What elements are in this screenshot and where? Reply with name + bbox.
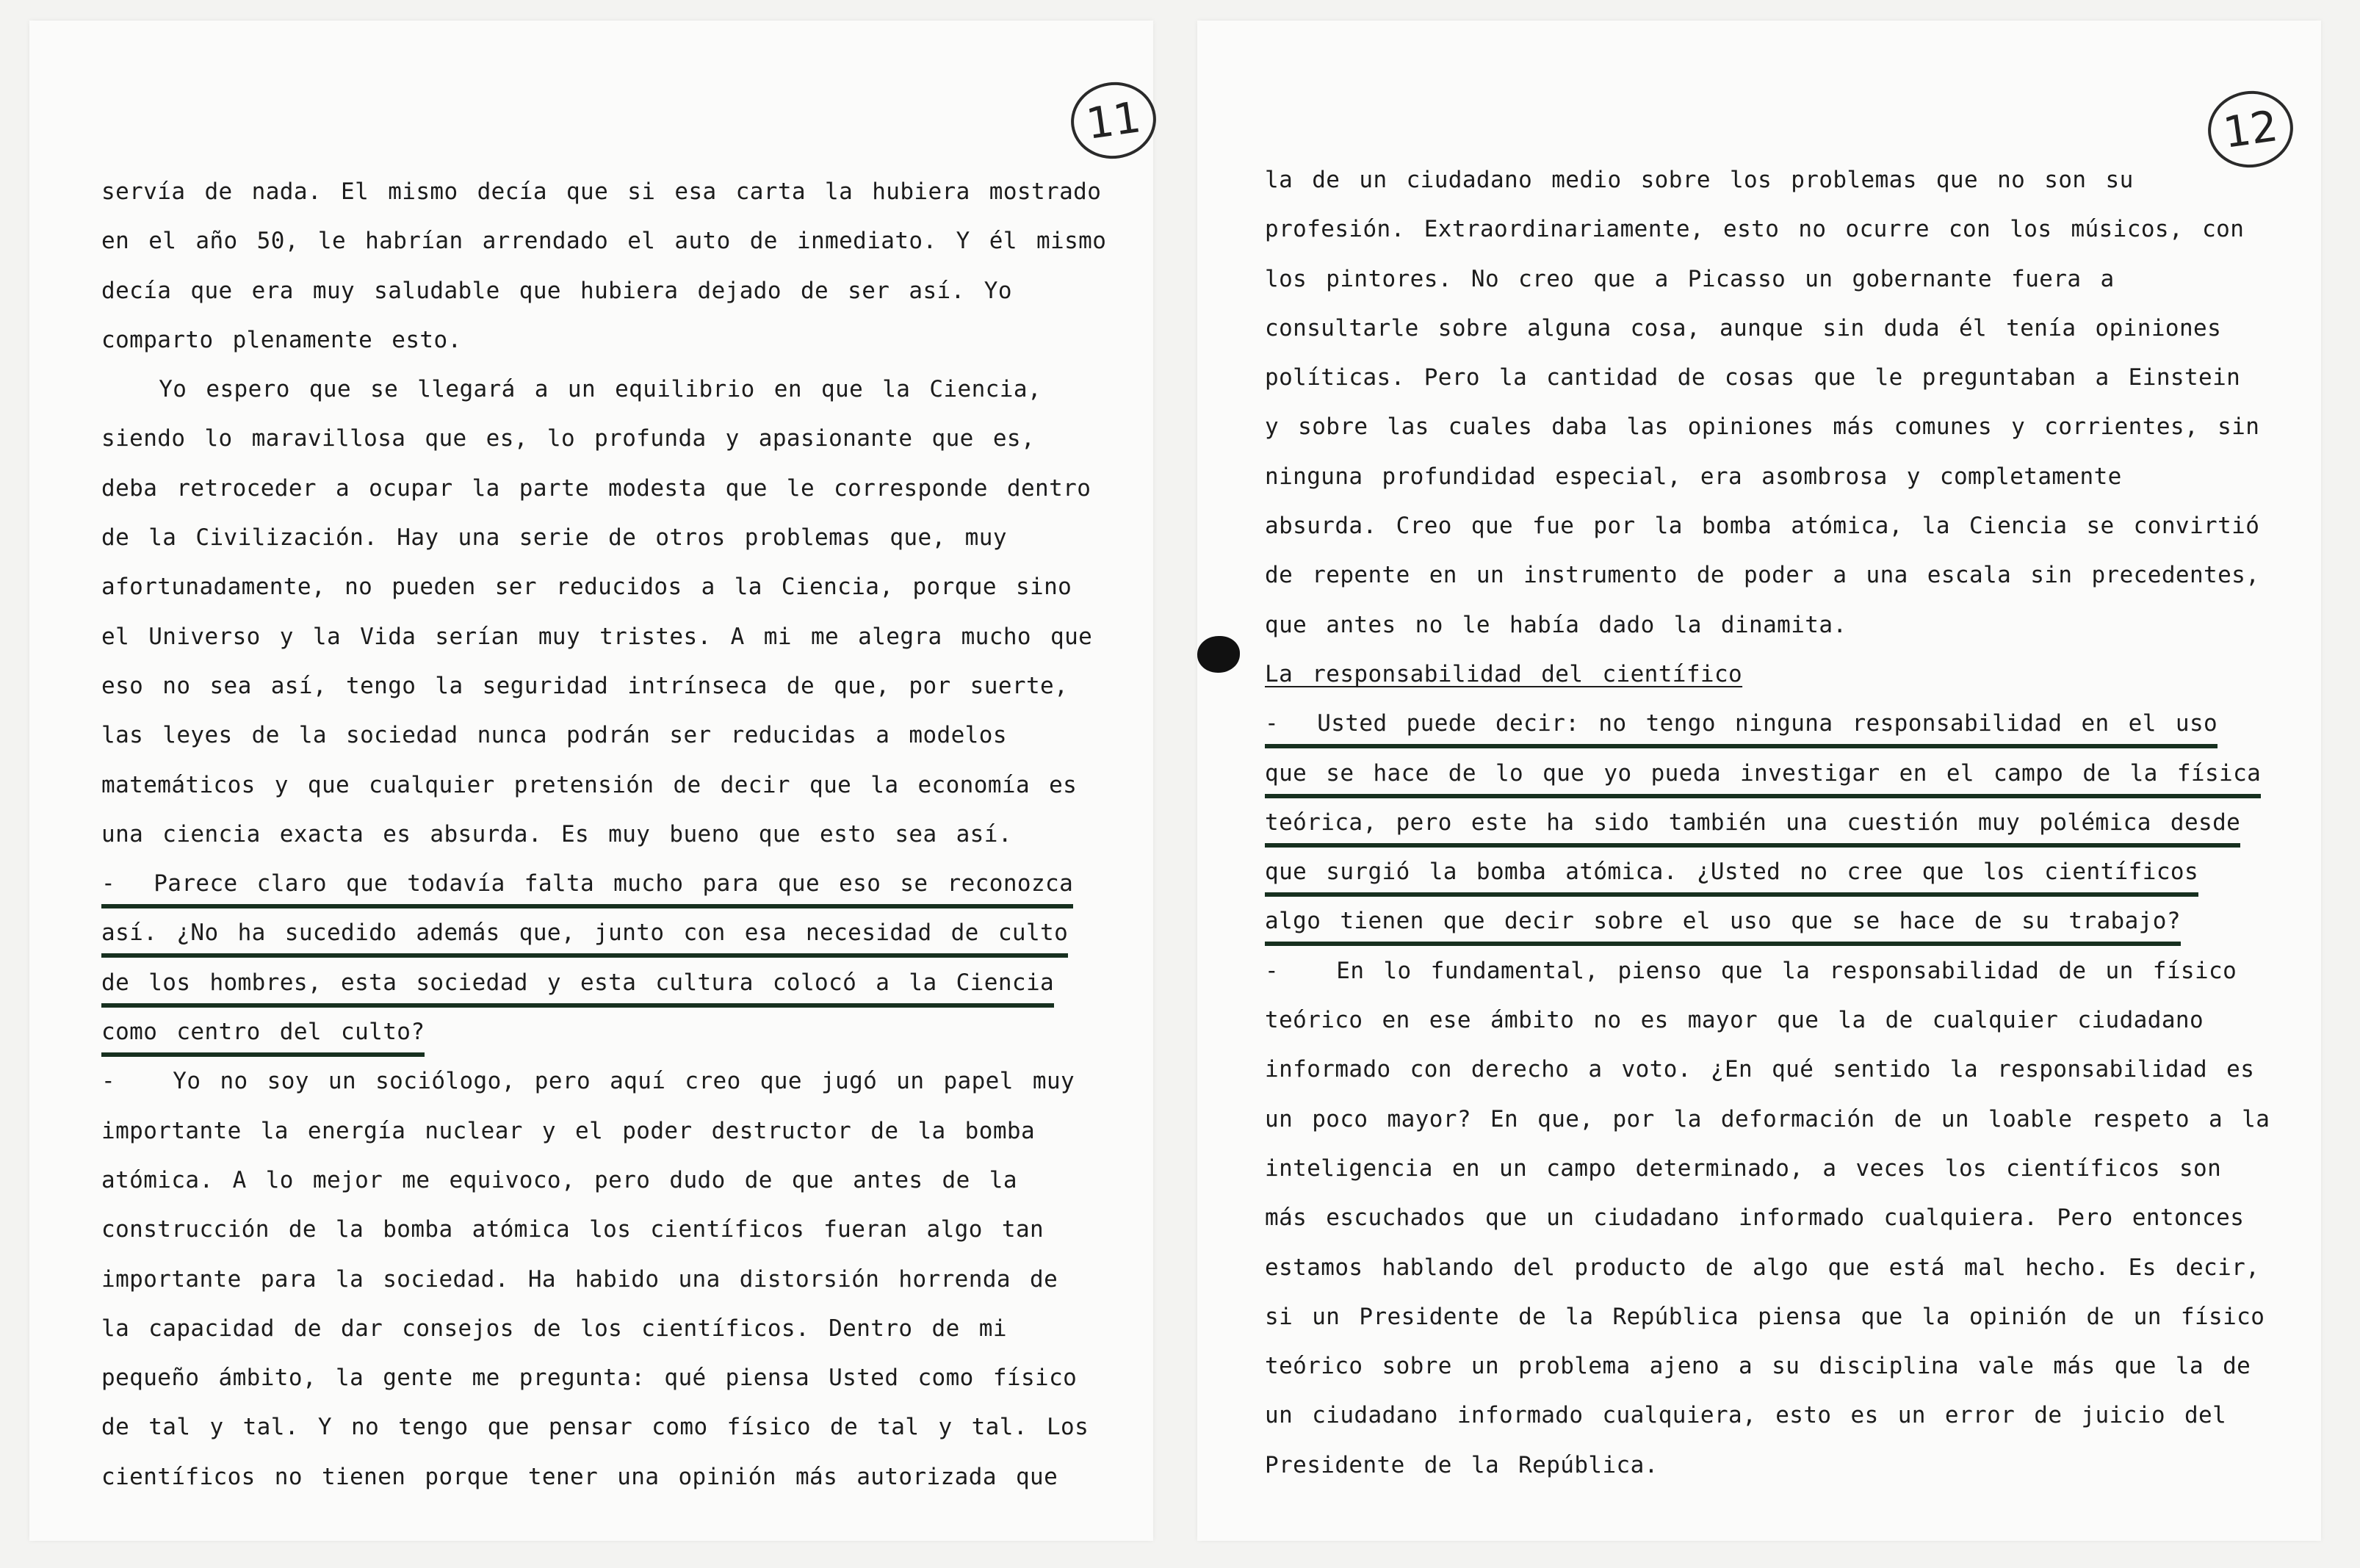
line-text: una ciencia exacta es absurda. Es muy bueno que esto sea así. xyxy=(101,820,1012,848)
text-line xyxy=(1265,1144,2270,1193)
text-line xyxy=(1265,255,2270,304)
line-text: Yo espero que se llegará a un equilibrio en que la Ciencia, xyxy=(101,376,1042,403)
line-text: estamos hablando del producto de algo que está mal hecho. Es decir, xyxy=(1265,1254,2260,1281)
text-line xyxy=(101,1107,1106,1156)
text-line xyxy=(101,316,1106,365)
text-line xyxy=(101,563,1106,612)
line-text: si un Presidente de la República piensa que la opinión de un físico xyxy=(1265,1303,2265,1330)
line-text: deba retroceder a ocupar la parte modesta que le corresponde dentro xyxy=(101,474,1091,502)
line-text: matemáticos y que cualquier pretensión de decir que la economía es xyxy=(101,771,1078,798)
text-line xyxy=(101,662,1106,711)
section-heading xyxy=(1265,650,2270,699)
line-text: la capacidad de dar consejos de los científicos. Dentro de mi xyxy=(101,1315,1007,1342)
text-line xyxy=(1265,452,2270,502)
line-text: la de un ciudadano medio sobre los problemas que no son su xyxy=(1265,167,2134,193)
line-text: - Yo no soy un sociólogo, pero aquí creo que jugó un papel muy xyxy=(101,1068,1075,1095)
line-text: La responsabilidad del científico xyxy=(1265,660,1743,687)
question-line xyxy=(101,1008,1106,1057)
question-line xyxy=(101,908,1106,958)
question-line xyxy=(101,859,1106,908)
line-text: de repente en un instrumento de poder a una escala sin precedentes, xyxy=(1265,562,2260,589)
line-text: Presidente de la República. xyxy=(1265,1451,1659,1478)
left-page xyxy=(29,21,1153,1541)
text-line xyxy=(101,167,1106,217)
line-text: los pintores. No creo que a Picasso un gobernante fuera a xyxy=(1265,265,2115,292)
line-text: importante para la sociedad. Ha habido una distorsión horrenda de xyxy=(101,1265,1058,1293)
line-text: políticas. Pero la cantidad de cosas que le preguntaban a Einstein xyxy=(1265,364,2241,391)
line-text: que antes no le había dado la dinamita. xyxy=(1265,611,1847,638)
line-text: como centro del culto? xyxy=(101,1013,425,1057)
line-text: ninguna profundidad especial, era asombrosa y completamente xyxy=(1265,463,2122,490)
text-line xyxy=(1265,205,2270,254)
line-text: teórico sobre un problema ajeno a su disciplina vale más que la de xyxy=(1265,1353,2251,1380)
text-line xyxy=(101,1156,1106,1205)
line-text: - Parece claro que todavía falta mucho para que eso se reconozca xyxy=(101,864,1073,908)
text-line xyxy=(1265,1095,2270,1144)
text-line xyxy=(1265,1243,2270,1293)
line-text: teórica, pero este ha sido también una cuestión muy polémica desde xyxy=(1265,803,2240,848)
line-text: las leyes de la sociedad nunca podrán ser reducidas a modelos xyxy=(101,722,1007,749)
text-line xyxy=(1265,353,2270,402)
line-text: así. ¿No ha sucedido además que, junto con esa necesidad de culto xyxy=(101,914,1068,958)
line-text: importante la energía nuclear y el poder destructor de la bomba xyxy=(101,1117,1036,1144)
page-text xyxy=(101,167,1106,1502)
line-text: consultarle sobre alguna cosa, aunque sin duda él tenía opiniones xyxy=(1265,314,2222,342)
line-text: comparto plenamente esto. xyxy=(101,326,462,353)
line-text: teórico en ese ámbito no es mayor que la de cualquier ciudadano xyxy=(1265,1007,2204,1034)
text-line xyxy=(1265,1342,2270,1391)
text-line xyxy=(101,267,1106,316)
line-text: más escuchados que un ciudadano informado cualquiera. Pero entonces xyxy=(1265,1204,2245,1232)
text-line xyxy=(101,365,1106,414)
question-line xyxy=(1265,897,2270,946)
text-line xyxy=(101,1255,1106,1304)
page-number: 11 xyxy=(1066,76,1161,164)
text-line xyxy=(101,513,1106,563)
text-line xyxy=(101,217,1106,266)
line-text: decía que era muy saludable que hubiera dejado de ser así. Yo xyxy=(101,277,1012,304)
line-text: - En lo fundamental, pienso que la responsabilidad de un físico xyxy=(1265,957,2237,984)
text-line xyxy=(1265,1391,2270,1440)
question-line xyxy=(1265,798,2270,848)
text-line xyxy=(101,810,1106,859)
text-line xyxy=(1265,502,2270,551)
line-text: eso no sea así, tengo la seguridad intrínseca de que, por suerte, xyxy=(101,672,1069,699)
text-line xyxy=(1265,947,2270,996)
text-line xyxy=(1265,156,2270,205)
line-text: servía de nada. El mismo decía que si esa carta la hubiera mostrado xyxy=(101,178,1102,205)
text-line xyxy=(1265,1441,2270,1490)
text-line xyxy=(1265,601,2270,650)
text-line xyxy=(101,711,1106,760)
line-text: atómica. A lo mejor me equivoco, pero dudo de que antes de la xyxy=(101,1166,1017,1193)
line-text: científicos no tienen porque tener una opinión más autorizada que xyxy=(101,1463,1058,1490)
line-text: siendo lo maravillosa que es, lo profunda y apasionante que es, xyxy=(101,425,1036,452)
text-line xyxy=(1265,996,2270,1045)
line-text: un ciudadano informado cualquiera, esto es un error de juicio del xyxy=(1265,1402,2227,1429)
line-text: pequeño ámbito, la gente me pregunta: qué piensa Usted como físico xyxy=(101,1365,1078,1392)
text-line xyxy=(101,1403,1106,1452)
line-text: que surgió la bomba atómica. ¿Usted no cree que los científicos xyxy=(1265,853,2198,897)
text-line xyxy=(1265,551,2270,600)
line-text: y sobre las cuales daba las opiniones más comunes y corrientes, sin xyxy=(1265,413,2260,441)
text-line xyxy=(1265,1293,2270,1342)
line-text: algo tienen que decir sobre el uso que se hace de su trabajo? xyxy=(1265,902,2181,946)
line-text: afortunadamente, no pueden ser reducidos a la Ciencia, porque sino xyxy=(101,574,1072,601)
right-page xyxy=(1197,21,2321,1541)
line-text: de la Civilización. Hay una serie de otros problemas que, muy xyxy=(101,524,1007,552)
line-text: que se hace de lo que yo pueda investigar en el campo de la física xyxy=(1265,754,2261,798)
question-line xyxy=(1265,699,2270,748)
text-line xyxy=(1265,304,2270,353)
line-text: informado con derecho a voto. ¿En qué sentido la responsabilidad es xyxy=(1265,1056,2255,1083)
page-text xyxy=(1265,156,2270,1490)
page-number: 12 xyxy=(2203,85,2298,173)
text-line xyxy=(101,1304,1106,1354)
question-line xyxy=(101,958,1106,1008)
text-line xyxy=(101,761,1106,810)
text-line xyxy=(101,414,1106,463)
question-line xyxy=(1265,749,2270,798)
text-line xyxy=(101,464,1106,513)
line-text: un poco mayor? En que, por la deformación de un loable respeto a la xyxy=(1265,1105,2270,1132)
line-text: - Usted puede decir: no tengo ninguna responsabilidad en el uso xyxy=(1265,704,2218,748)
question-line xyxy=(1265,848,2270,897)
line-text: construcción de la bomba atómica los científicos fueran algo tan xyxy=(101,1216,1044,1243)
text-line xyxy=(1265,402,2270,452)
text-line xyxy=(1265,1045,2270,1094)
ink-blot-marker xyxy=(1197,636,1240,673)
text-line xyxy=(1265,1193,2270,1243)
line-text: profesión. Extraordinariamente, esto no ocurre con los músicos, con xyxy=(1265,216,2245,243)
text-line xyxy=(101,1354,1106,1403)
text-line xyxy=(101,1057,1106,1106)
line-text: el Universo y la Vida serían muy tristes. A mi me alegra mucho que xyxy=(101,623,1093,650)
line-text: de los hombres, esta sociedad y esta cultura colocó a la Ciencia xyxy=(101,964,1054,1008)
text-line xyxy=(101,1453,1106,1502)
line-text: en el año 50, le habrían arrendado el auto de inmediato. Y él mismo xyxy=(101,228,1107,255)
line-text: de tal y tal. Y no tengo que pensar como físico de tal y tal. Los xyxy=(101,1414,1089,1441)
line-text: inteligencia en un campo determinado, a veces los científicos son xyxy=(1265,1155,2222,1182)
text-line xyxy=(101,1205,1106,1254)
line-text: absurda. Creo que fue por la bomba atómica, la Ciencia se convirtió xyxy=(1265,513,2260,540)
text-line xyxy=(101,613,1106,662)
